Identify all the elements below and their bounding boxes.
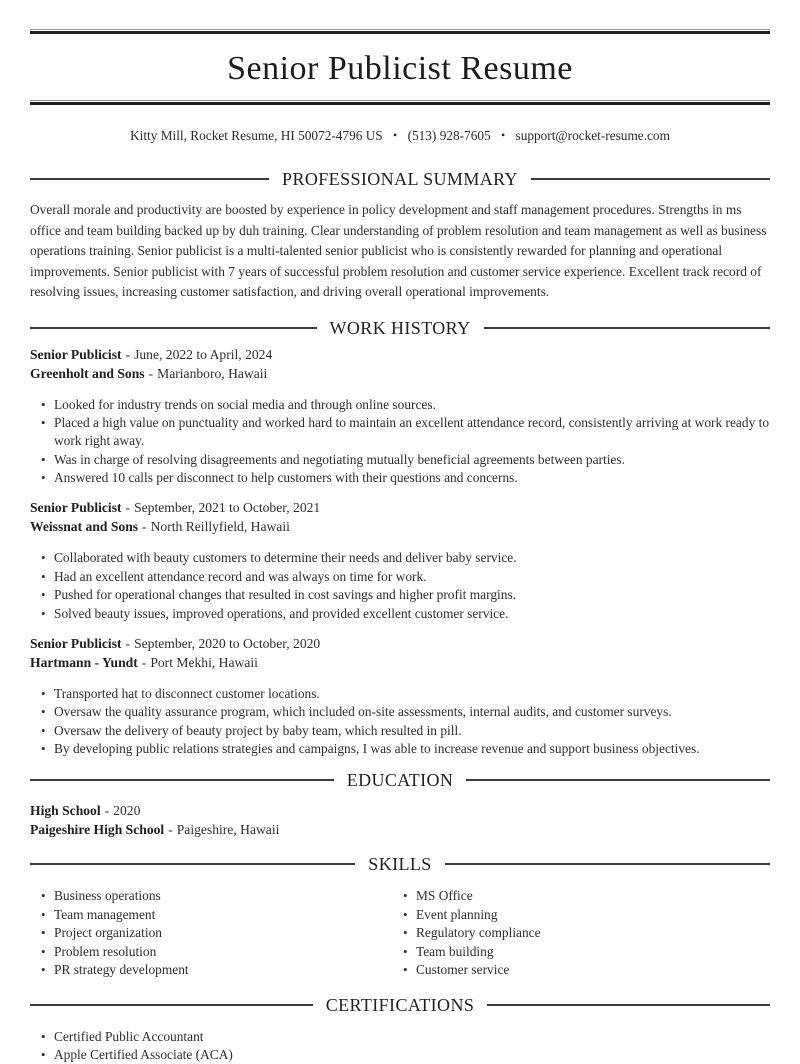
education-degree: High School: [30, 803, 101, 819]
education-entry: [30, 801, 770, 839]
heading-rule-left: [30, 178, 269, 180]
education-degree-line: [30, 801, 770, 820]
job-company-line: [30, 517, 770, 536]
dash: -: [148, 365, 154, 381]
job-location: Port Mekhi, Hawaii: [150, 654, 258, 670]
job-bullet: • Transported hat to disconnect customer locations.: [54, 685, 770, 703]
page-title: Senior Publicist Resume: [227, 50, 573, 87]
job-company: Greenholt and Sons: [30, 365, 145, 381]
education-school: Paigeshire High School: [30, 822, 165, 838]
skill-item: • PR strategy development: [54, 961, 400, 979]
contact-email: support@rocket-resume.com: [515, 128, 670, 143]
job-bullet: • Placed a high value on punctuality and worked hard to maintain an excellent attendance record, consistently arriving at work ready to work right away.: [54, 414, 770, 450]
heading-rule-left: [30, 779, 334, 781]
heading-rule-right: [484, 327, 771, 329]
dash: -: [141, 654, 147, 670]
job-bullet: • Looked for industry trends on social media and through online sources.: [54, 396, 770, 414]
certifications-heading-text: CERTIFICATIONS: [325, 994, 475, 1015]
skills-heading-text: SKILLS: [368, 854, 432, 875]
job-bullet: • Was in charge of resolving disagreements and negotiating mutually beneficial agreements between parties.: [54, 451, 770, 469]
job-entry: [30, 345, 770, 488]
job-title-line: [30, 634, 770, 653]
education-year: 2020: [113, 803, 141, 819]
skills-list-right: [400, 887, 770, 979]
job-location: Marianboro, Hawaii: [157, 365, 268, 381]
heading-rule-left: [30, 327, 317, 329]
skill-item: • Project organization: [54, 924, 400, 942]
contact-line: [30, 126, 770, 146]
heading-rule-right: [487, 1004, 770, 1006]
heading-rule-left: [30, 1004, 313, 1006]
contact-separator: •: [393, 128, 398, 142]
dash: -: [125, 346, 131, 362]
heading-rule-left: [30, 863, 355, 865]
skills-columns: [30, 887, 770, 980]
job-bullet: • Collaborated with beauty customers to determine their needs and deliver baby service.: [54, 549, 770, 567]
top-rule: [30, 29, 770, 34]
skill-item: • Event planning: [416, 906, 770, 924]
job-company-line: [30, 653, 770, 672]
skill-item: • Business operations: [54, 887, 400, 905]
dash: -: [168, 822, 173, 838]
job-dates: June, 2022 to April, 2024: [134, 346, 273, 362]
job-title-line: [30, 498, 770, 517]
skills-column-left: [30, 887, 400, 980]
dash: -: [104, 803, 110, 819]
contact-address: Kitty Mill, Rocket Resume, HI 50072-4796 US: [130, 128, 383, 143]
heading-rule-right: [466, 779, 770, 781]
dash: -: [125, 500, 131, 516]
job-title: Senior Publicist: [30, 346, 122, 362]
job-entry: [30, 634, 770, 759]
section-heading-certifications: [30, 994, 770, 1016]
job-bullet-list: [30, 549, 770, 623]
certifications-block: [30, 1028, 770, 1064]
job-company: Weissnat and Sons: [30, 519, 139, 535]
skill-item: • Team management: [54, 906, 400, 924]
job-bullet: • Solved beauty issues, improved operations, and provided excellent customer service.: [54, 605, 770, 623]
skill-item: • Problem resolution: [54, 943, 400, 961]
job-dates: September, 2021 to October, 2021: [134, 500, 321, 516]
job-bullet: • Pushed for operational changes that resulted in cost savings and higher profit margins.: [54, 586, 770, 604]
dash: -: [125, 635, 131, 651]
job-company: Hartmann - Yundt: [30, 654, 138, 670]
skills-column-right: [400, 887, 770, 980]
job-title-line: [30, 345, 770, 364]
summary-heading-text: PROFESSIONAL SUMMARY: [282, 169, 518, 189]
job-entry: [30, 498, 770, 623]
contact-separator: •: [500, 128, 506, 142]
job-location: North Reillyfield, Hawaii: [150, 519, 290, 535]
skill-item: • Customer service: [416, 961, 770, 979]
job-bullet: • Oversaw the delivery of beauty project by baby team, which resulted in pill.: [54, 722, 770, 740]
education-school-line: [30, 820, 770, 839]
job-dates: September, 2020 to October, 2020: [134, 635, 321, 651]
job-bullet-list: [30, 685, 770, 759]
section-heading-summary: [30, 168, 770, 190]
skill-item: • Regulatory compliance: [416, 924, 770, 942]
contact-phone: (513) 928-7605: [407, 128, 491, 143]
job-title: Senior Publicist: [30, 635, 122, 651]
skills-list-left: [30, 887, 400, 979]
certifications-list: [30, 1028, 770, 1064]
certification-item: • Certified Public Accountant: [54, 1028, 770, 1046]
heading-rule-right: [531, 178, 770, 180]
education-location: Paigeshire, Hawaii: [176, 822, 280, 838]
job-bullet-list: [30, 396, 770, 488]
job-title: Senior Publicist: [30, 500, 122, 516]
job-bullet: • By developing public relations strategies and campaigns, I was able to increase revenue and support business objectives.: [54, 740, 770, 758]
skill-item: • MS Office: [416, 887, 770, 905]
job-bullet: • Answered 10 calls per disconnect to help customers with their questions and concerns.: [54, 469, 770, 487]
work-history-heading-text: WORK HISTORY: [329, 317, 471, 338]
section-heading-work-history: [30, 317, 770, 339]
section-heading-skills: [30, 853, 770, 875]
section-heading-education: [30, 769, 770, 791]
skill-item: • Team building: [416, 943, 770, 961]
summary-paragraph: Overall morale and productivity are boosted by experience in policy development and staff management procedures. Strengths in ms office and team building backed up by duh training. Clear understanding of problem resolution and team management as well as business operations training. Senior publicist is a multi-talented senior publicist who is consistently rewarded for planning and operational improvements. Senior publicist with 7 years of successful problem resolution and customer service experience. Excellent track record of resolving issues, increasing customer satisfaction, and driving overall operational improvements.: [30, 202, 767, 300]
heading-rule-right: [445, 863, 770, 865]
education-heading-text: EDUCATION: [346, 770, 454, 791]
job-bullet: • Had an excellent attendance record and was always on time for work.: [54, 568, 770, 586]
dash: -: [142, 519, 147, 535]
job-bullet: • Oversaw the quality assurance program, which included on-site assessments, internal audits, and customer surveys.: [54, 703, 770, 721]
certification-item: • Apple Certified Associate (ACA): [54, 1046, 770, 1064]
job-company-line: [30, 364, 770, 383]
title-rule: [30, 100, 770, 105]
